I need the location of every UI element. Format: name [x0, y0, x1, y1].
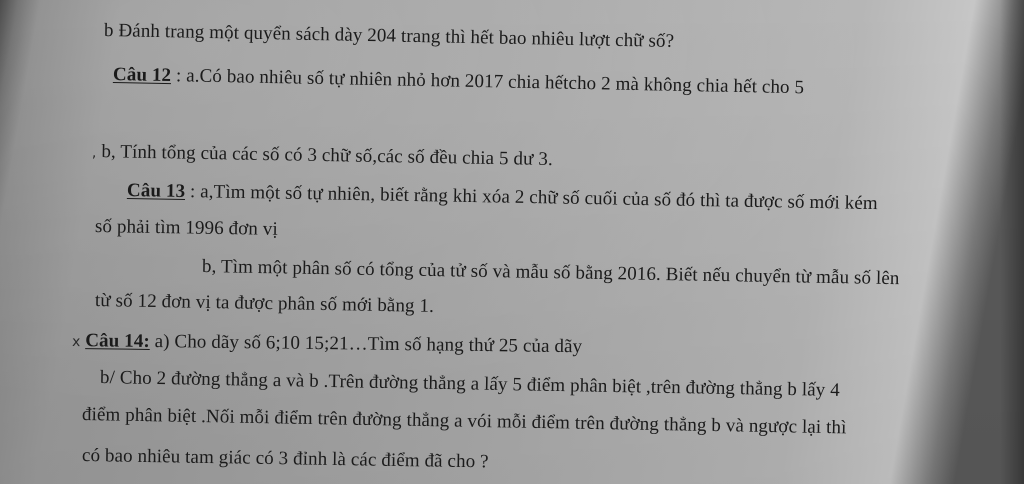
text-line-3-text: b, Tính tổng của các số có 3 chữ số,các số đều chia 5 dư 3.	[101, 141, 553, 171]
question-14-line	[72, 330, 582, 358]
text-line-3	[92, 141, 553, 171]
text-line-11: có bao nhiêu tam giác có 3 đỉnh là các điểm đã cho ?	[81, 445, 489, 473]
text-line-10: điểm phân biệt .Nối mỗi điểm trên đường thẳng a vói mỗi điểm trên đường thẳng b và ngược lại thì	[81, 404, 847, 439]
text-line-6: b, Tìm một phân số có tổng của tử số và mẫu số bằng 2016. Biết nếu chuyển từ mẫu số lên	[201, 256, 900, 290]
text-line-5: số phải tìm 1996 đơn vị	[94, 216, 278, 240]
text-line-1: b Đánh trang một quyển sách dày 204 trang thì hết bao nhiêu lượt chữ số?	[103, 20, 675, 52]
handwritten-x-mark: x	[71, 334, 81, 351]
question-12-line	[113, 64, 804, 99]
handwritten-comma-mark: ,	[91, 145, 97, 162]
question-14-label: Câu 14:	[85, 330, 150, 352]
question-13-text: : a,Tìm một số tự nhiên, biết rằng khi xóa 2 chữ số cuối của số đó thì ta được số mới kém	[184, 181, 878, 215]
text-line-9: b/ Cho 2 đường thẳng a và b .Trên đường thẳng a lấy 5 điểm phân biệt ,trên đường thẳng b lấy 4	[99, 367, 840, 401]
question-12-text: : a.Có bao nhiêu số tự nhiên nhỏ hơn 2017 chia hếtcho 2 mà không chia hết cho 5	[170, 65, 805, 99]
question-13-line	[127, 180, 878, 215]
question-12-label: Câu 12	[112, 64, 172, 87]
question-13-label: Câu 13	[126, 180, 186, 203]
question-14-text: a) Cho dãy số 6;10 15;21…Tìm số hạng thứ 25 của dãy	[149, 330, 583, 358]
text-line-7: từ số 12 đơn vị ta được phân số mới bằng 1.	[94, 290, 435, 317]
